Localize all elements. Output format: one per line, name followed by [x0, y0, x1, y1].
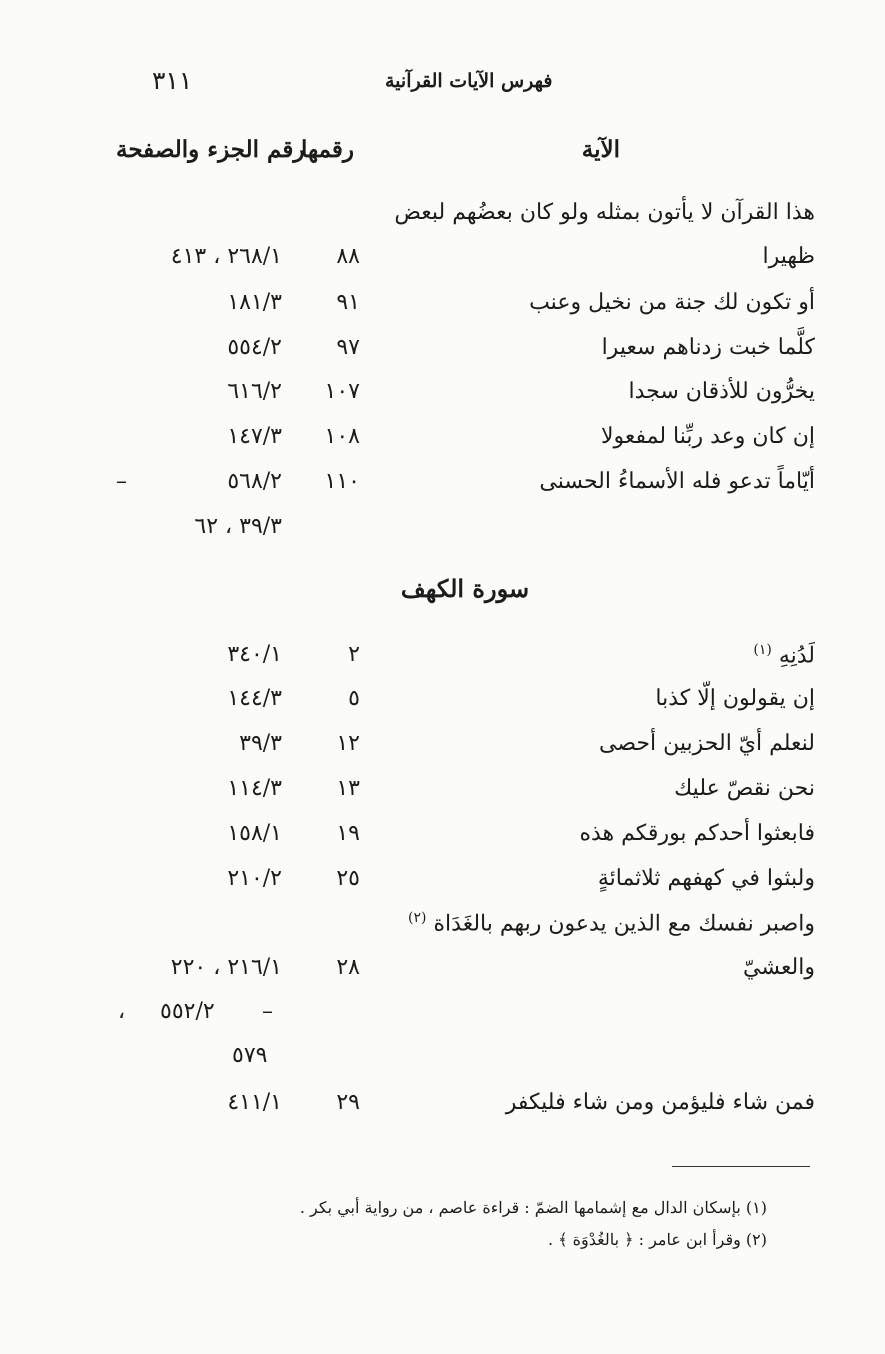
- table-row: [0, 290, 885, 330]
- footnote-divider: [672, 1166, 810, 1167]
- verse-text: لنعلم أيّ الحزبين أحصى: [599, 731, 815, 756]
- volume-page-reference: ٥٦٨/٢: [227, 469, 282, 494]
- verse-text: [753, 642, 815, 668]
- volume-page-reference: ١٤٧/٣: [227, 424, 282, 449]
- table-row: [0, 1090, 885, 1130]
- verse-text: ولبثوا في كهفهم ثلاثمائةٍ: [597, 866, 815, 891]
- table-row: [0, 335, 885, 375]
- table-row: [0, 999, 885, 1039]
- surah-title: سورة الكهف: [400, 574, 530, 603]
- volume-page-reference: ١٨١/٣: [227, 290, 282, 315]
- verse-number: ١٢: [336, 731, 360, 756]
- footnote: (١) بإسكان الدال مع إشمامها الضمّ : قراءة عاصم ، من رواية أبي بكر .: [299, 1198, 767, 1217]
- volume-page-reference: ١٥٨/١: [227, 821, 282, 846]
- verse-text: والعشيّ: [742, 955, 815, 980]
- verse-text: نحن نقصّ عليك: [674, 776, 815, 801]
- verse-text: أيّاماً تدعو فله الأسماءُ الحسنى: [539, 469, 815, 494]
- verse-text: ظهيرا: [762, 244, 815, 269]
- volume-page-reference: ٢١٦/١ ، ٢٢٠: [170, 955, 282, 980]
- footnote-marker: (٢): [408, 910, 427, 926]
- page-number: ٣١١: [152, 66, 193, 95]
- verse-number: ١٠٧: [324, 379, 360, 404]
- volume-page-reference: ٣٩/٣: [239, 731, 282, 756]
- table-row: [0, 955, 885, 995]
- table-row: [0, 244, 885, 284]
- verse-number: ٥: [348, 686, 360, 711]
- verse-text: يخرُّون للأذقان سجدا: [628, 379, 815, 404]
- verse-text: فابعثوا أحدكم بورقكم هذه: [579, 821, 815, 846]
- continuation-comma: ،: [118, 999, 126, 1024]
- column-header-reference: رقم الجزء والصفحة: [116, 136, 305, 163]
- verse-number: ٩١: [336, 290, 360, 315]
- volume-page-reference: ٣٤٠/١: [227, 642, 282, 667]
- volume-page-reference: ٢٦٨/١ ، ٤١٣: [170, 244, 282, 269]
- volume-page-reference: ١١٤/٣: [227, 776, 282, 801]
- volume-page-reference: ٥٥٤/٢: [227, 335, 282, 360]
- verse-number: ١١٠: [324, 469, 360, 494]
- volume-page-reference: ٦١٦/٢: [227, 379, 282, 404]
- volume-page-reference: ٥٧٩: [232, 1043, 268, 1068]
- column-header-verse: الآية: [581, 136, 620, 163]
- verse-number: ٢٨: [336, 955, 360, 980]
- verse-number: ٨٨: [336, 244, 360, 269]
- verse-text: إن كان وعد ربِّنا لمفعولا: [600, 424, 815, 449]
- running-title: فهرس الآيات القرآنية: [385, 70, 553, 92]
- table-row: [0, 821, 885, 861]
- table-row: [0, 686, 885, 726]
- table-row: [0, 1043, 885, 1083]
- verse-number: ٩٧: [336, 335, 360, 360]
- footnote-marker: (١): [753, 642, 772, 658]
- footnote: (٢) وقرأ ابن عامر : ﴿ بالغُدْوَة ﴾ .: [548, 1230, 767, 1249]
- table-row: [0, 514, 885, 554]
- verse-text: أو تكون لك جنة من نخيل وعنب: [529, 290, 815, 315]
- table-row: [0, 866, 885, 906]
- verse-number: ١٠٨: [324, 424, 360, 449]
- verse-number: ٢: [348, 642, 360, 667]
- verse-number: ٢٩: [336, 1090, 360, 1115]
- verse-text: إن يقولون إلّا كذبا: [655, 686, 815, 711]
- verse-number: ١٩: [336, 821, 360, 846]
- table-row: [0, 776, 885, 816]
- volume-page-reference: ٥٥٢/٢: [160, 999, 215, 1024]
- volume-page-reference: ٣٩/٣ ، ٦٢: [194, 514, 282, 539]
- continuation-row: [0, 910, 885, 950]
- table-row: [0, 469, 885, 509]
- table-row: [0, 642, 885, 682]
- volume-page-reference: ١٤٤/٣: [227, 686, 282, 711]
- table-row: [0, 424, 885, 464]
- table-row: [0, 379, 885, 419]
- continuation-dash: –: [116, 469, 127, 494]
- column-header-number: رقمها: [300, 136, 354, 163]
- verse-word: لَدُنِهِ: [778, 643, 815, 669]
- verse-number: ١٣: [336, 776, 360, 801]
- verse-line: واصبر نفسك مع الذين يدعون ربهم بالغَدَاة: [433, 911, 815, 937]
- volume-page-reference: ٢١٠/٢: [227, 866, 282, 891]
- verse-text: هذا القرآن لا يأتون بمثله ولو كان بعضُهم لبعض: [394, 200, 815, 225]
- verse-number: ٢٥: [336, 866, 360, 891]
- verse-text: فمن شاء فليؤمن ومن شاء فليكفر: [505, 1090, 815, 1115]
- verse-text: [408, 910, 815, 936]
- volume-page-reference: ٤١١/١: [227, 1090, 282, 1115]
- continuation-row: [0, 200, 885, 240]
- table-row: [0, 731, 885, 771]
- continuation-dash: –: [262, 999, 273, 1024]
- verse-text: كلَّما خبت زدناهم سعيرا: [601, 335, 815, 360]
